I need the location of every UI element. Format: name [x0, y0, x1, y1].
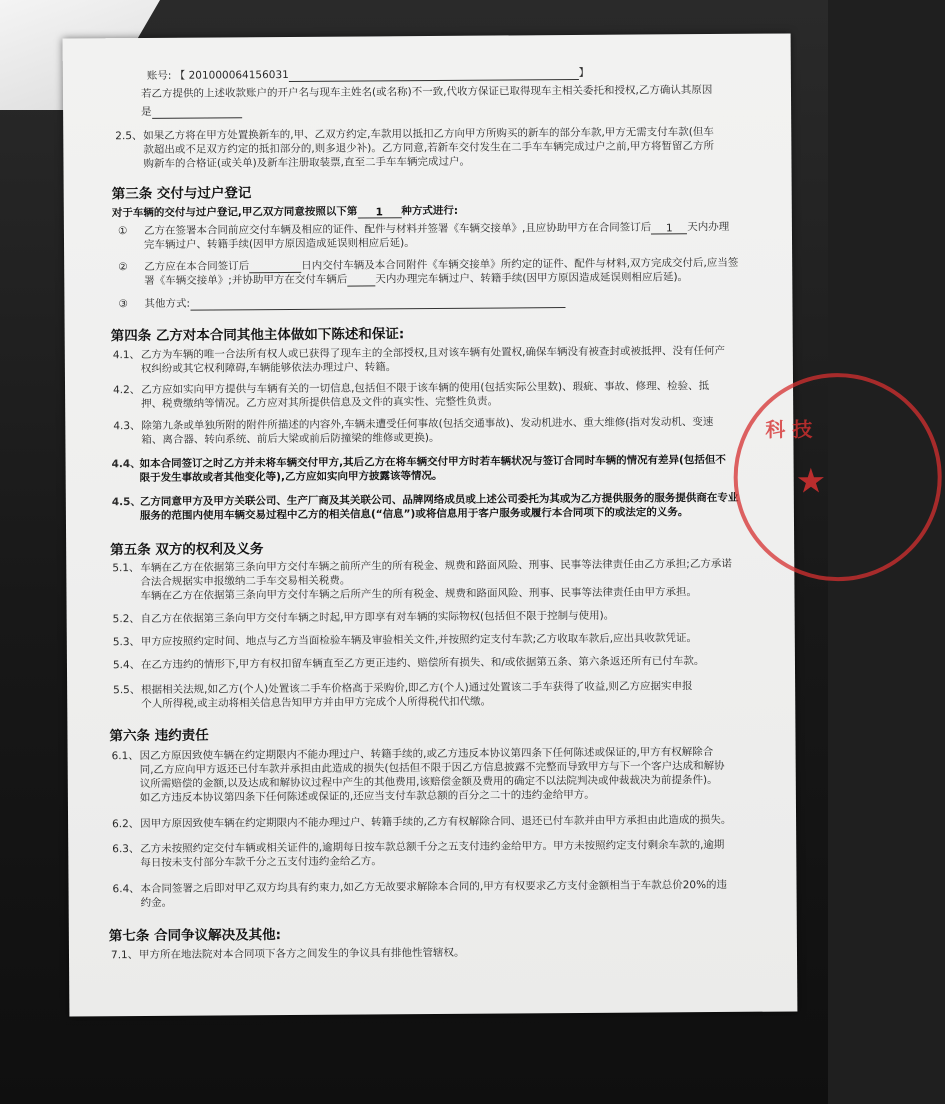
intro-line-2-text: 是 — [141, 105, 152, 119]
intro-line-1: 若乙方提供的上述收款账户的开户名与现车主姓名(或名称)不一致,代收方保证已取得现车主相关委托和授权,乙方确认其原因 — [140, 84, 713, 101]
clause-5-2-line-1: 自乙方在依据第三条向甲方交付车辆之时起,甲方即享有对车辆的实际物权(包括但不限于控制与使用)。 — [140, 609, 615, 626]
clause-4-1-line-2: 权纠纷或其它权利障碍,车辆能够依法办理过户、转籍。 — [140, 361, 397, 376]
clause-6-4-num: 6.4、 — [112, 883, 140, 896]
clause-4-2-num: 4.2、 — [113, 384, 141, 397]
clause-6-3-line-2: 每日按未支付部分车款千分之五支付违约金给乙方。 — [140, 855, 382, 870]
option-1-num: ① — [117, 225, 128, 238]
option-2-line-2-b: 天内办理完车辆过户、转籍手续(因甲方原因造成延误则相应后延)。 — [375, 271, 689, 286]
section-3-lead-a: 对于车辆的交付与过户登记,甲乙双方同意按照以下第 — [111, 205, 358, 220]
account-underline — [289, 67, 579, 82]
clause-5-5-line-1: 根据相关法规,如乙方(个人)处置该二手车价格高于采购价,即乙方(个人)通过处置该二手车获得了收益,则乙方应据实申报 — [141, 680, 693, 697]
clause-4-1-line-1: 乙方为车辆的唯一合法所有权人或已获得了现车主的全部授权,且对该车辆有处置权,确保车辆没有被查封或被抵押、没有任何产 — [140, 344, 726, 362]
clause-7-1-line-1: 甲方所在地法院对本合同项下各方之间发生的争议具有排他性管辖权。 — [138, 946, 465, 962]
option-2-line-2 — [144, 271, 688, 288]
clause-2-5-line-1: 如果乙方将在甲方处置换新车的,甲、乙双方约定,车款用以抵扣乙方向甲方所购买的新车的部分车款,甲方无需支付车款(但车 — [143, 126, 714, 142]
clause-6-1-line-1: 因乙方原因致使车辆在约定期限内不能办理过户、转籍手续的,或乙方违反本协议第四条下任何陈述或保证的,甲方有权解除合 — [139, 746, 714, 763]
clause-4-2-line-2: 押、税费缴纳等情况。乙方应对其所提供信息及文件的真实性、完整性负责。 — [141, 395, 499, 411]
clause-4-3-num: 4.3、 — [113, 420, 141, 433]
clause-6-1-line-4: 如乙方违反本协议第四条下任何陈述或保证的,还应当支付车款总额的百分之二十的违约金给甲方。 — [139, 788, 595, 805]
option-2-line-2-a: 署《车辆交接单》;并协助甲方在交付车辆后 — [144, 273, 348, 287]
clause-5-1-line-1: 车辆在乙方在依据第三条向甲方交付车辆之前所产生的所有税金、规费和路面风险、刑事、民事等法律责任由乙方承担;乙方承诺 — [140, 557, 732, 575]
section-7-heading: 第七条 合同争议解决及其他: — [108, 927, 282, 945]
clause-6-1-num: 6.1、 — [111, 750, 139, 763]
option-2-days-blank — [249, 261, 301, 273]
clause-5-3-line-1: 甲方应按照约定时间、地点与乙方当面检验车辆及审验相关文件,并按照约定支付车款;乙方收取车款后,应出具收款凭证。 — [140, 632, 698, 649]
clause-5-3-num: 5.3、 — [112, 636, 141, 649]
clause-6-3-num: 6.3、 — [112, 843, 140, 856]
option-3-blank — [190, 296, 565, 311]
clause-6-1-line-3: 议所需赔偿的金额,以及达成和解协议过程中产生的其他费用,该赔偿金额及费用的确定不以法院判决或仲裁裁决为前提条件)。 — [139, 773, 718, 791]
company-seal-star-icon: ★ — [795, 461, 827, 502]
option-2-line-1-b: 日内交付车辆及本合同附件《车辆交接单》所约定的证件、配件与材料,双方完成交付后,应当签 — [301, 256, 739, 272]
account-line — [147, 67, 590, 83]
section-6-heading: 第六条 违约责任 — [109, 727, 209, 745]
clause-6-4-line-2: 约金。 — [140, 896, 173, 910]
clause-5-5-num: 5.5、 — [113, 684, 141, 697]
option-1-line-2: 完车辆过户、转籍手续(因甲方原因造成延误则相应后延)。 — [143, 237, 415, 251]
clause-5-4-num: 5.4、 — [112, 659, 141, 672]
clause-5-5-line-2: 个人所得税,或主动将相关信息告知甲方并由甲方完成个人所得税代扣代缴。 — [141, 695, 492, 711]
clause-4-4-num: 4.4、 — [111, 458, 141, 471]
section-4-heading: 第四条 乙方对本合同其他主体做如下陈述和保证: — [110, 326, 405, 345]
clause-5-1-line-2: 合法合规据实申报缴纳二手车交易相关税费。 — [140, 574, 351, 589]
clause-4-5-line-2: 服务的范围内使用车辆交易过程中乙方的相关信息(“信息”)或将信息用于客户服务或履行本合同项下的或法定的义务。 — [139, 506, 689, 523]
intro-line-2 — [141, 105, 242, 119]
section-3-lead — [112, 205, 458, 220]
clause-6-1-line-2: 同,乙方应向甲方返还已付车款并承担由此造成的损失(包括但不限于因乙方信息披露不完整而导致甲方与下一个客户达成和解协 — [139, 759, 725, 777]
option-1-line-1 — [144, 221, 729, 238]
company-seal-text: 科 技 — [765, 417, 813, 442]
company-seal-ring — [733, 372, 942, 581]
account-close: 】 — [578, 66, 590, 79]
account-value: 【 201000064156031 — [174, 68, 289, 82]
option-1-days: 1 — [651, 222, 687, 234]
section-3-lead-b: 种方式进行: — [401, 204, 459, 218]
clause-7-1-num: 7.1、 — [110, 949, 139, 962]
clause-6-3-line-1: 乙方未按照约定交付车辆或相关证件的,逾期每日按车款总额千分之五支付违约金给甲方。甲方未按照约定支付剩余车款的,逾期 — [140, 838, 725, 856]
section-5-heading: 第五条 双方的权利及义务 — [110, 541, 264, 559]
section-3-heading: 第三条 交付与过户登记 — [111, 185, 252, 203]
clause-4-3-line-2: 箱、离合器、转向系统、前后大梁或前后防撞梁的维修或更换)。 — [141, 431, 440, 447]
clause-2-5-line-3: 购新车的合格证(或关单)及新车注册取装票,直至二手车车辆完成过户。 — [143, 155, 471, 170]
account-label: 账号: — [146, 69, 172, 82]
clause-4-5-num: 4.5、 — [111, 496, 141, 509]
option-2-transfer-days-blank — [347, 274, 375, 286]
option-3-text: 其他方式: — [144, 297, 191, 310]
clause-5-1-num: 5.1、 — [112, 562, 140, 575]
option-3-line — [144, 295, 565, 311]
clause-5-4-line-1: 在乙方违约的情形下,甲方有权扣留车辆直至乙方更正违约、赔偿所有损失、和/或依据第五条、第六条返还所有已付车款。 — [140, 655, 705, 672]
option-3-num: ③ — [118, 298, 128, 311]
option-1-line-1-a: 乙方在签署本合同前应交付车辆及相应的证件、配件与材料并签署《车辆交接单》,且应协助甲方在合同签订后 — [143, 221, 652, 237]
section-3-option-value: 1 — [357, 206, 401, 218]
clause-4-3-line-1: 除第九条或单独所附的附件所描述的内容外,车辆未遭受任何事故(包括交通事故)、发动机进水、重大维修(指对发动机、变速 — [141, 416, 714, 433]
clause-2-5-line-2: 款超出或不足双方约定的抵扣部分的,则多退少补)。乙方同意,若新车交付发生在二手车车辆完成过户之前,甲方将暂留乙方所 — [143, 140, 715, 156]
contract-page — [63, 33, 827, 1016]
clause-4-1-num: 4.1、 — [112, 349, 141, 362]
option-2-line-1-a: 乙方应在本合同签订后 — [144, 260, 250, 273]
clause-4-2-line-1: 乙方应如实向甲方提供与车辆有关的一切信息,包括但不限于该车辆的使用(包括实际公里数)、瑕疵、事故、修理、检验、抵 — [141, 380, 710, 397]
clause-5-2-num: 5.2、 — [112, 613, 140, 626]
clause-6-2-line-1: 因甲方原因致使车辆在约定期限内不能办理过户、转籍手续的,乙方有权解除合同、退还已付车款并由甲方承担由此造成的损失。 — [140, 813, 732, 831]
clause-4-4-line-2: 限于发生事故或者其他变化等),乙方应如实向甲方披露该等情况。 — [139, 469, 443, 485]
clause-4-5-line-1: 乙方同意甲方及甲方关联公司、生产厂商及其关联公司、品牌网络成员或上述公司委托为其或为乙方提供服务的服务提供商在专业 — [139, 491, 739, 509]
option-1-line-1-b: 天内办理 — [687, 220, 730, 234]
option-2-num: ② — [118, 261, 128, 274]
reason-blank — [152, 106, 242, 119]
clause-6-2-num: 6.2、 — [112, 818, 140, 831]
clause-6-4-line-1: 本合同签署之后即对甲乙双方均具有约束力,如乙方无故要求解除本合同的,甲方有权要求乙方支付金额相当于车款总价20%的违 — [140, 878, 728, 896]
clause-2-5-num: 2.5、 — [115, 129, 143, 143]
clause-5-1-line-3: 车辆在乙方在依据第三条向甲方交付车辆之后所产生的所有税金、规费和路面风险、刑事、民事等法律责任由甲方承担。 — [140, 586, 698, 603]
clause-4-4-line-1: 如本合同签订之时乙方并未将车辆交付甲方,其后乙方在将车辆交付甲方时若车辆状况与签订合同时车辆的情况有差异(包括但不 — [139, 453, 726, 471]
